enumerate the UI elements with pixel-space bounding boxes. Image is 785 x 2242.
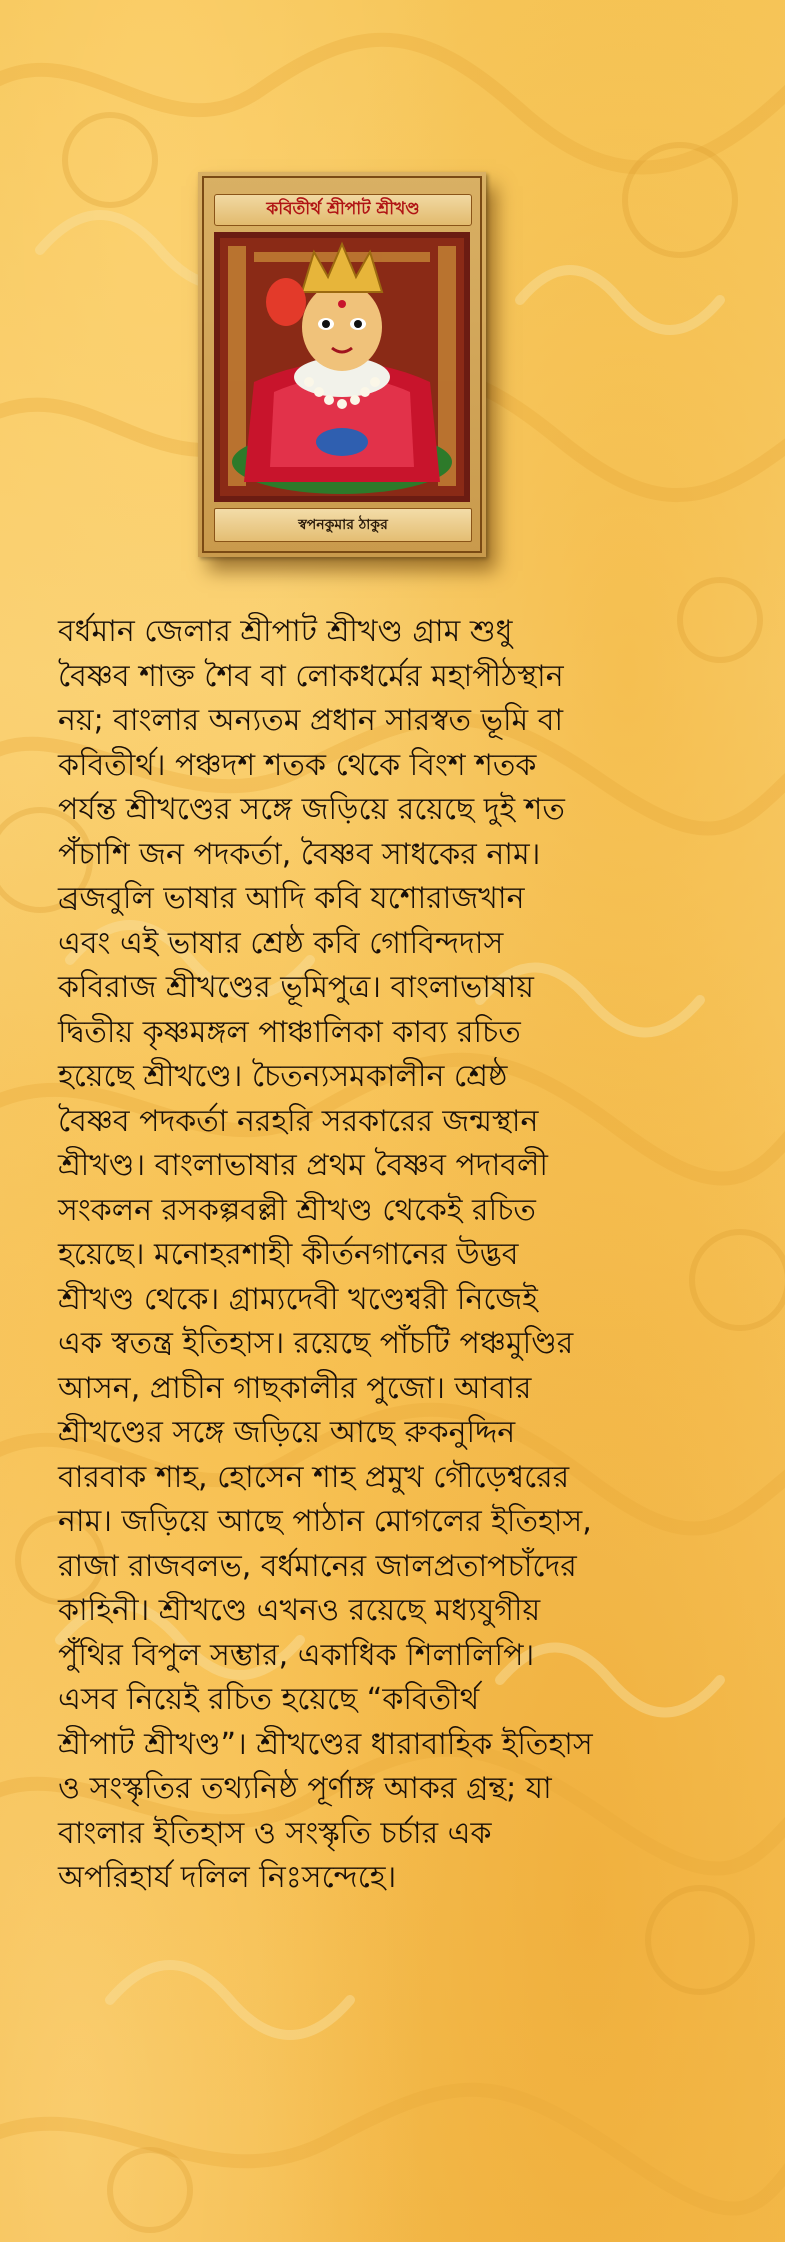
cover-author-band [214,508,472,542]
description-line: বারবাক শাহ, হোসেন শাহ প্রমুখ গৌড়েশ্বরের [58,1459,570,1495]
description-line: ও সংস্কৃতির তথ্যনিষ্ঠ পূর্ণাঙ্গ আকর গ্রন্থ; যা [58,1771,552,1806]
description-line: আসন, প্রাচীন গাছকালীর পুজো। আবার [58,1370,532,1406]
description-line: শ্রীপাট শ্রীখণ্ড”। শ্রীখণ্ডের ধারাবাহিক ইতিহাস [58,1726,593,1762]
description-line: পর্যন্ত শ্রীখণ্ডের সঙ্গে জড়িয়ে রয়েছে দুই শত [58,792,565,827]
book-cover [198,172,486,557]
description-line: বর্ধমান জেলার শ্রীপাট শ্রীখণ্ড গ্রাম শুধু [58,614,513,649]
book-description [58,610,738,1901]
description-line: রাজা রাজবলভ, বর্ধমানের জালপ্রতাপচাঁদের [58,1548,577,1584]
description-line: নয়; বাংলার অন্যতম প্রধান সারস্বত ভূমি বা [58,703,564,738]
description-line: হয়েছে। মনোহরশাহী কীর্তনগানের উদ্ভব [58,1237,519,1272]
description-line: হয়েছে শ্রীখণ্ডে। চৈতন্যসমকালীন শ্রেষ্ঠ [58,1059,508,1094]
cover-title: কবিতীর্থ শ্রীপাট শ্রীখণ্ড [266,199,420,219]
description-line: নাম। জড়িয়ে আছে পাঠান মোগলের ইতিহাস, [58,1504,592,1539]
description-line: শ্রীখণ্ডের সঙ্গে জড়িয়ে আছে রুকনুদ্দিন [58,1415,516,1450]
description-line: এক স্বতন্ত্র ইতিহাস। রয়েছে পাঁচটি পঞ্চমুণ্ডির [58,1326,574,1361]
description-line: শ্রীখণ্ড থেকে। গ্রাম্যদেবী খণ্ডেশ্বরী নিজেই [58,1281,538,1317]
description-line: কবিতীর্থ। পঞ্চদশ শতক থেকে বিংশ শতক [58,747,537,783]
description-line: পুঁথির বিপুল সম্ভার, একাধিক শিলালিপি। [58,1637,535,1673]
cover-title-band [214,194,472,226]
description-line: কাহিনী। শ্রীখণ্ডে এখনও রয়েছে মধ্যযুগীয় [58,1593,541,1628]
description-line: বৈষ্ণব শাক্ত শৈব বা লোকধর্মের মহাপীঠস্থান [58,658,564,694]
description-line: শ্রীখণ্ড। বাংলাভাষার প্রথম বৈষ্ণব পদাবলী [58,1148,548,1183]
description-line: এসব নিয়েই রচিত হয়েছে “কবিতীর্থ [58,1682,480,1717]
description-line: দ্বিতীয় কৃষ্ণমঙ্গল পাঞ্চালিকা কাব্য রচিত [58,1014,521,1050]
deity-illustration [214,232,470,502]
description-line: এবং এই ভাষার শ্রেষ্ঠ কবি গোবিন্দদাস [58,925,504,961]
description-line: সংকলন রসকল্পবল্লী শ্রীখণ্ড থেকেই রচিত [58,1192,536,1228]
cover-author: স্বপনকুমার ঠাকুর [298,517,388,533]
description-line: পঁচাশি জন পদকর্তা, বৈষ্ণব সাধকের নাম। [58,836,541,872]
description-line: বাংলার ইতিহাস ও সংস্কৃতি চর্চার এক [58,1815,492,1851]
description-line: কবিরাজ শ্রীখণ্ডের ভূমিপুত্র। বাংলাভাষায় [58,970,534,1005]
description-line: অপরিহার্য দলিল নিঃসন্দেহে। [58,1860,397,1895]
description-line: ব্রজবুলি ভাষার আদি কবি যশোরাজখান [58,881,525,916]
description-line: বৈষ্ণব পদকর্তা নরহরি সরকারের জন্মস্থান [58,1103,539,1139]
